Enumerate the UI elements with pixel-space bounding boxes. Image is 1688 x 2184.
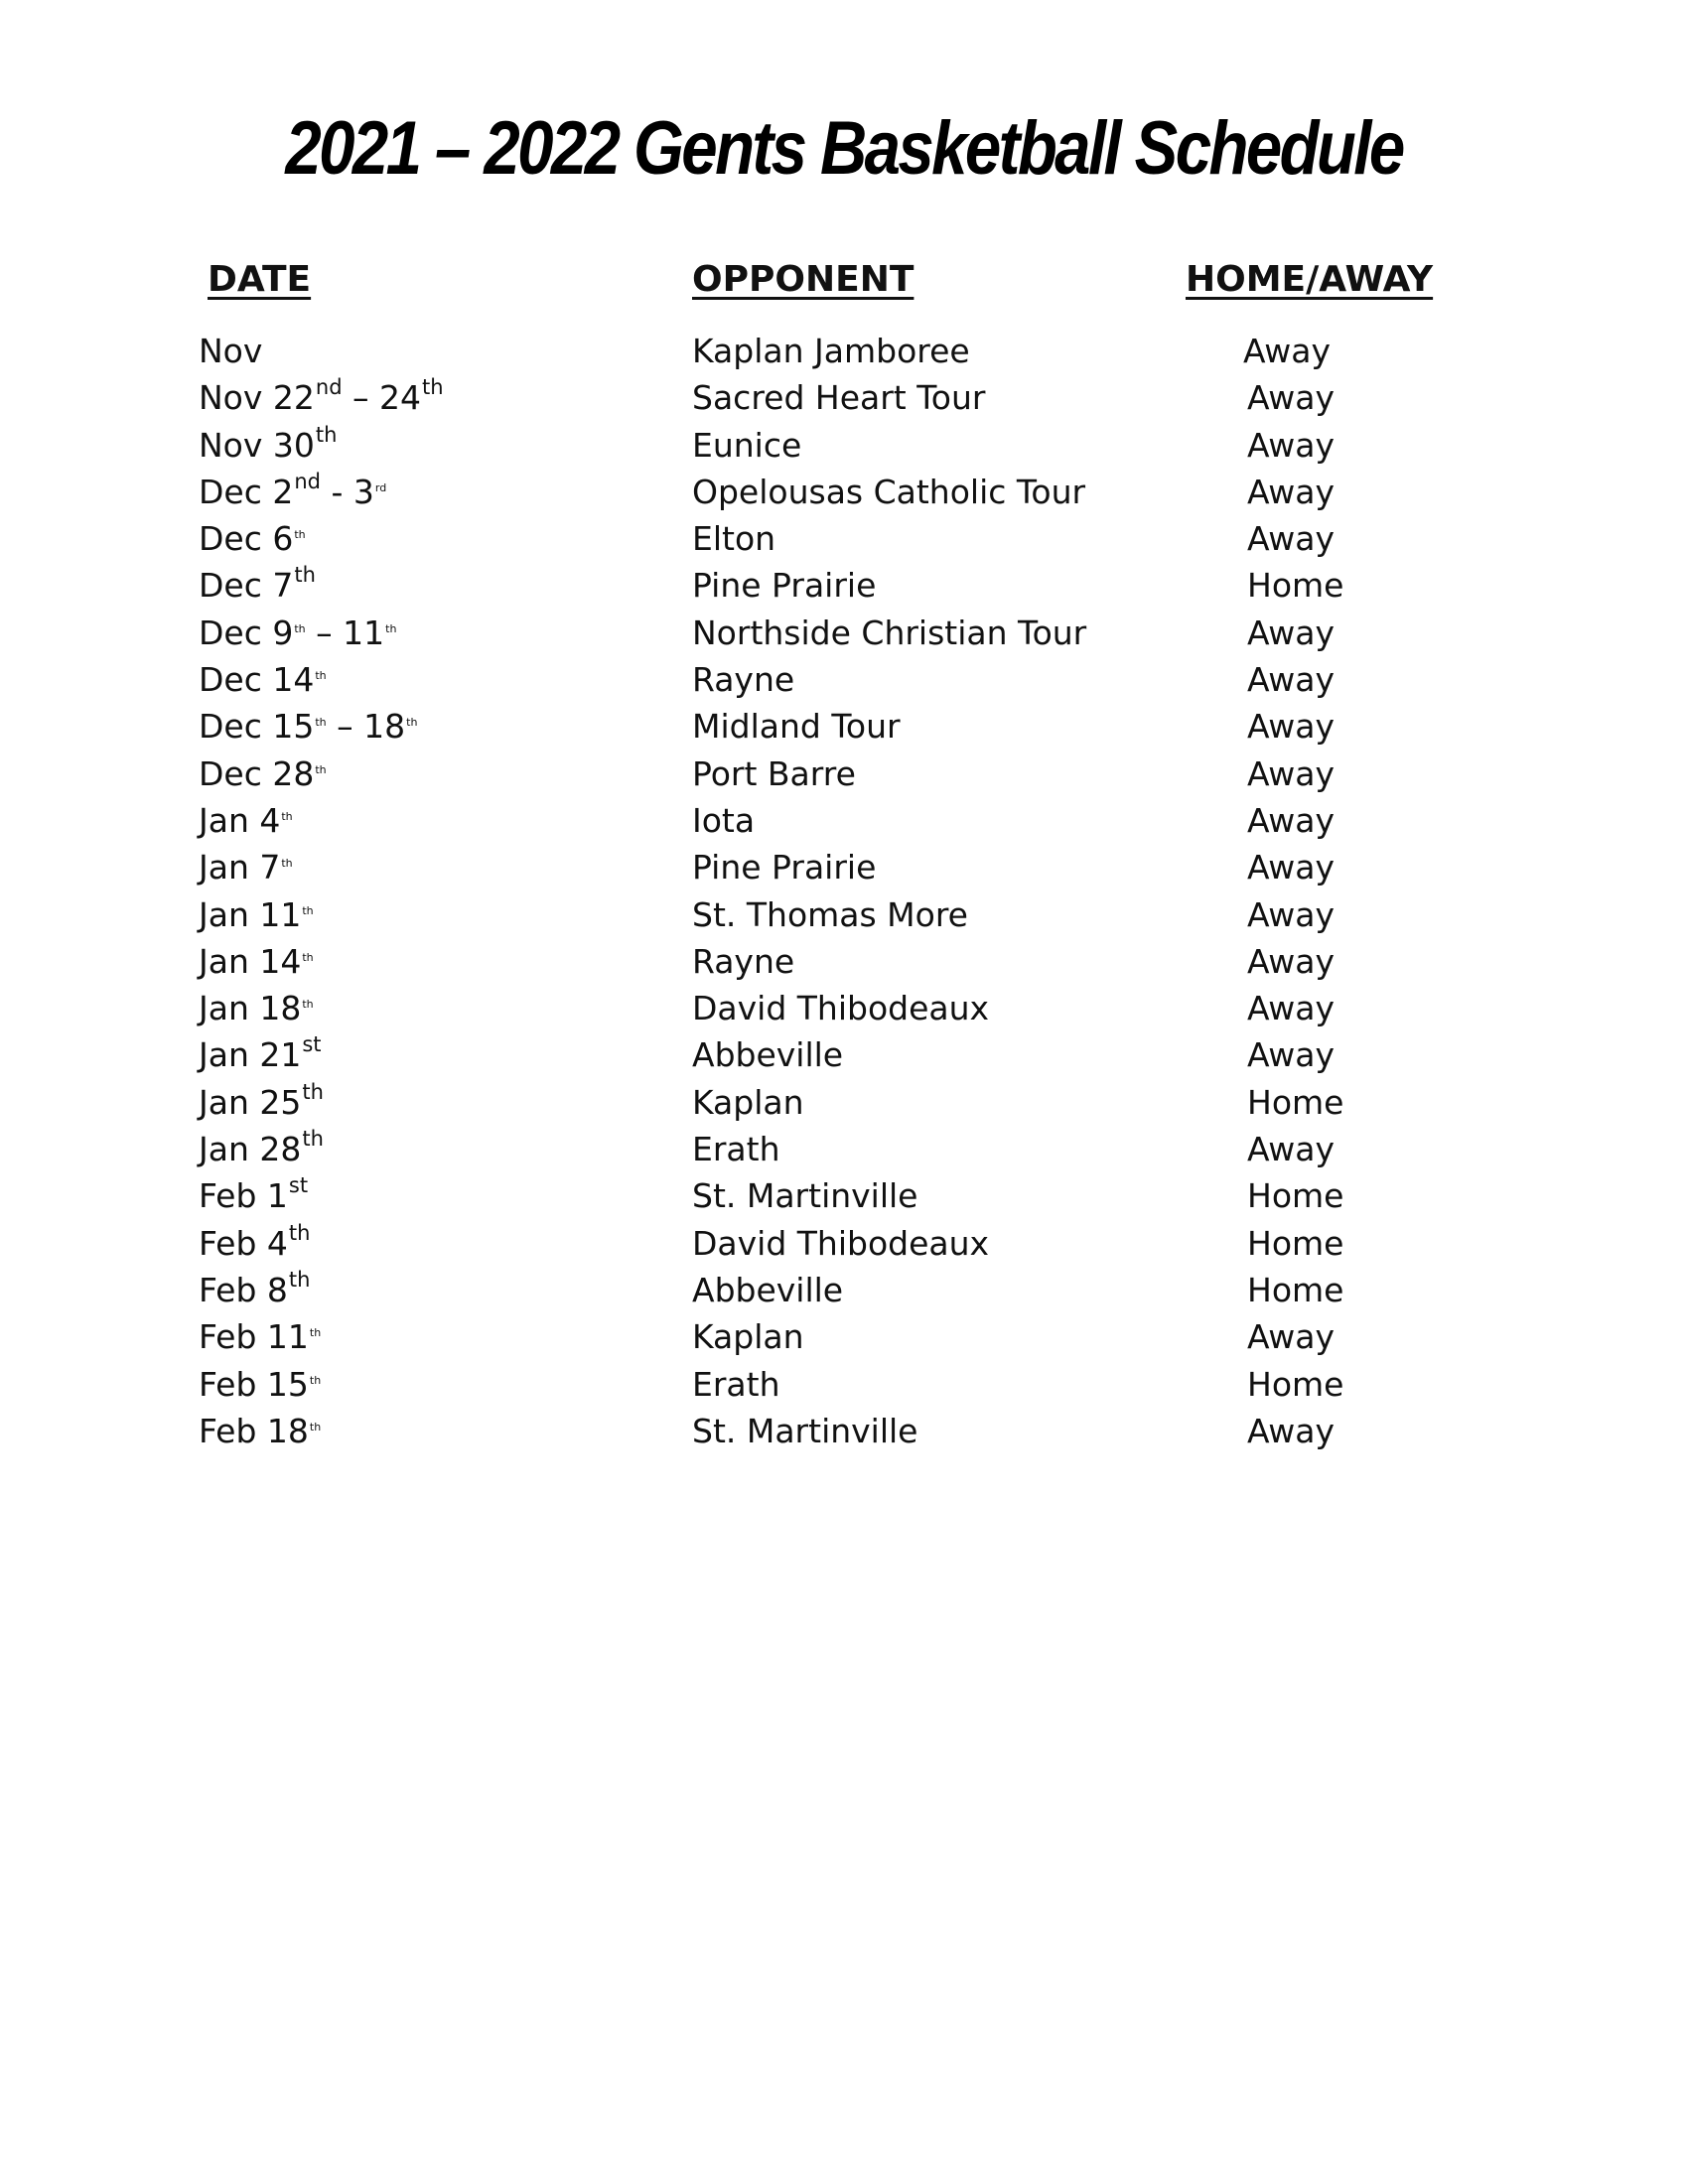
date-main: Dec 15 <box>199 707 315 747</box>
schedule-row <box>0 422 1688 469</box>
location-cell: Home <box>1247 1270 1344 1309</box>
page-title: 2021 – 2022 Gents Basketball Schedule <box>285 106 1403 191</box>
location-cell: Away <box>1247 1317 1335 1357</box>
schedule-row <box>0 656 1688 703</box>
opponent-cell: Sacred Heart Tour <box>692 378 986 418</box>
date-suffix: th <box>309 1420 322 1433</box>
date-range-end: – 11 <box>305 613 385 652</box>
date-suffix: th <box>288 1220 311 1245</box>
location-cell: Home <box>1247 566 1344 606</box>
opponent-cell: Iota <box>692 800 756 840</box>
opponent-cell: Erath <box>692 1130 780 1169</box>
date-main: Jan 7 <box>199 848 281 887</box>
date-main: Nov <box>199 332 263 370</box>
date-cell <box>199 1126 325 1177</box>
schedule-row <box>0 328 1688 374</box>
location-cell: Away <box>1247 941 1335 981</box>
date-suffix: th <box>294 621 306 635</box>
location-cell: Away <box>1247 378 1335 418</box>
header-opponent: OPPONENT <box>692 259 914 300</box>
opponent-cell: Rayne <box>692 660 795 700</box>
date-suffix-end: th <box>385 621 397 635</box>
opponent-cell: St. Thomas More <box>692 894 968 934</box>
date-main: Nov 30 <box>199 425 315 465</box>
schedule-row <box>0 891 1688 938</box>
date-suffix: th <box>315 762 327 776</box>
date-suffix-end: th <box>422 375 444 400</box>
schedule-row <box>0 562 1688 609</box>
opponent-cell: Abbeville <box>692 1035 844 1075</box>
schedule-row <box>0 1408 1688 1454</box>
schedule-row <box>0 751 1688 797</box>
date-suffix: st <box>288 1173 309 1198</box>
location-cell: Away <box>1247 472 1335 511</box>
date-cell <box>199 1031 323 1083</box>
date-main: Dec 9 <box>199 613 294 652</box>
date-main: Nov 22 <box>199 378 315 418</box>
date-main: Feb 1 <box>199 1176 288 1216</box>
date-cell <box>199 328 264 379</box>
date-cell <box>199 1172 309 1224</box>
date-suffix: th <box>309 1373 322 1387</box>
date-range-end: – 18 <box>326 707 406 747</box>
location-cell: Away <box>1247 800 1335 840</box>
opponent-cell: St. Martinville <box>692 1411 918 1450</box>
date-main: Feb 8 <box>199 1270 288 1309</box>
schedule-row <box>0 844 1688 890</box>
schedule-row <box>0 1031 1688 1078</box>
location-cell: Away <box>1243 332 1331 370</box>
date-cell <box>199 374 444 426</box>
opponent-cell: Kaplan <box>692 1082 804 1122</box>
location-cell: Away <box>1247 1035 1335 1075</box>
location-cell: Away <box>1247 425 1335 465</box>
location-cell: Home <box>1247 1223 1344 1263</box>
opponent-cell: Eunice <box>692 425 802 465</box>
header-home-away: HOME/AWAY <box>1186 259 1434 300</box>
date-suffix: nd <box>315 375 343 400</box>
date-suffix-end: rd <box>374 480 387 494</box>
date-cell <box>199 1408 322 1462</box>
date-suffix: th <box>281 809 293 823</box>
date-range-end: – 24 <box>342 378 422 418</box>
location-cell: Away <box>1247 848 1335 887</box>
header-date: DATE <box>208 259 312 300</box>
date-main: Feb 18 <box>199 1411 309 1450</box>
date-main: Jan 28 <box>199 1130 302 1169</box>
date-main: Feb 15 <box>199 1364 309 1404</box>
schedule-row <box>0 938 1688 985</box>
date-suffix: th <box>302 950 314 964</box>
date-suffix: th <box>315 716 327 730</box>
date-suffix: th <box>315 422 338 447</box>
date-main: Jan 14 <box>199 941 302 981</box>
date-main: Dec 14 <box>199 660 315 700</box>
schedule-row <box>0 374 1688 421</box>
date-main: Jan 11 <box>199 894 302 934</box>
date-main: Feb 4 <box>199 1223 288 1263</box>
location-cell: Home <box>1247 1176 1344 1216</box>
opponent-cell: David Thibodeaux <box>692 1223 990 1263</box>
schedule-row <box>0 515 1688 562</box>
date-cell <box>199 1267 311 1318</box>
date-suffix: th <box>302 1127 324 1152</box>
location-cell: Away <box>1247 613 1335 652</box>
location-cell: Away <box>1247 707 1335 747</box>
date-main: Dec 7 <box>199 566 294 606</box>
schedule-row <box>0 1079 1688 1126</box>
opponent-cell: Kaplan <box>692 1317 804 1357</box>
schedule-row <box>0 1126 1688 1172</box>
date-main: Feb 11 <box>199 1317 309 1357</box>
opponent-cell: Opelousas Catholic Tour <box>692 472 1086 511</box>
date-main: Dec 2 <box>199 472 294 511</box>
location-cell: Away <box>1247 1411 1335 1450</box>
date-suffix: st <box>302 1032 322 1057</box>
opponent-cell: Erath <box>692 1364 780 1404</box>
location-cell: Away <box>1247 1130 1335 1169</box>
location-cell: Away <box>1247 894 1335 934</box>
date-suffix: th <box>294 528 306 542</box>
date-cell <box>199 1220 311 1272</box>
opponent-cell: Port Barre <box>692 753 856 793</box>
schedule-row <box>0 797 1688 844</box>
date-cell <box>199 1079 325 1131</box>
schedule-row <box>0 1220 1688 1267</box>
location-cell: Away <box>1247 519 1335 559</box>
opponent-cell: Rayne <box>692 941 795 981</box>
opponent-cell: David Thibodeaux <box>692 989 990 1028</box>
date-range-end: - 3 <box>320 472 374 511</box>
date-suffix: th <box>309 1326 322 1340</box>
date-main: Jan 21 <box>199 1035 302 1075</box>
date-cell <box>199 562 317 614</box>
schedule-row <box>0 1361 1688 1408</box>
schedule-row <box>0 1267 1688 1313</box>
date-suffix: th <box>315 669 327 683</box>
date-suffix: th <box>281 857 293 871</box>
location-cell: Away <box>1247 753 1335 793</box>
schedule-row <box>0 1313 1688 1360</box>
opponent-cell: Elton <box>692 519 776 559</box>
date-suffix: th <box>302 1079 324 1104</box>
date-main: Jan 4 <box>199 800 281 840</box>
location-cell: Away <box>1247 660 1335 700</box>
date-main: Dec 28 <box>199 753 315 793</box>
date-suffix: th <box>294 563 316 588</box>
location-cell: Away <box>1247 989 1335 1028</box>
date-main: Jan 25 <box>199 1082 302 1122</box>
date-suffix: nd <box>294 469 321 493</box>
schedule-row <box>0 703 1688 750</box>
opponent-cell: Northside Christian Tour <box>692 613 1087 652</box>
date-suffix: th <box>302 903 314 917</box>
opponent-cell: Kaplan Jamboree <box>692 332 970 370</box>
date-suffix: th <box>302 998 314 1012</box>
opponent-cell: Midland Tour <box>692 707 901 747</box>
date-main: Jan 18 <box>199 989 302 1028</box>
schedule-row <box>0 610 1688 656</box>
schedule-row <box>0 985 1688 1031</box>
location-cell: Home <box>1247 1082 1344 1122</box>
date-cell <box>199 422 338 474</box>
schedule-row <box>0 469 1688 515</box>
date-suffix-end: th <box>406 716 418 730</box>
date-main: Dec 6 <box>199 519 294 559</box>
opponent-cell: Abbeville <box>692 1270 844 1309</box>
opponent-cell: St. Martinville <box>692 1176 918 1216</box>
schedule-table <box>0 328 1688 1454</box>
opponent-cell: Pine Prairie <box>692 848 877 887</box>
opponent-cell: Pine Prairie <box>692 566 877 606</box>
schedule-row <box>0 1172 1688 1219</box>
location-cell: Home <box>1247 1364 1344 1404</box>
date-suffix: th <box>288 1267 311 1292</box>
